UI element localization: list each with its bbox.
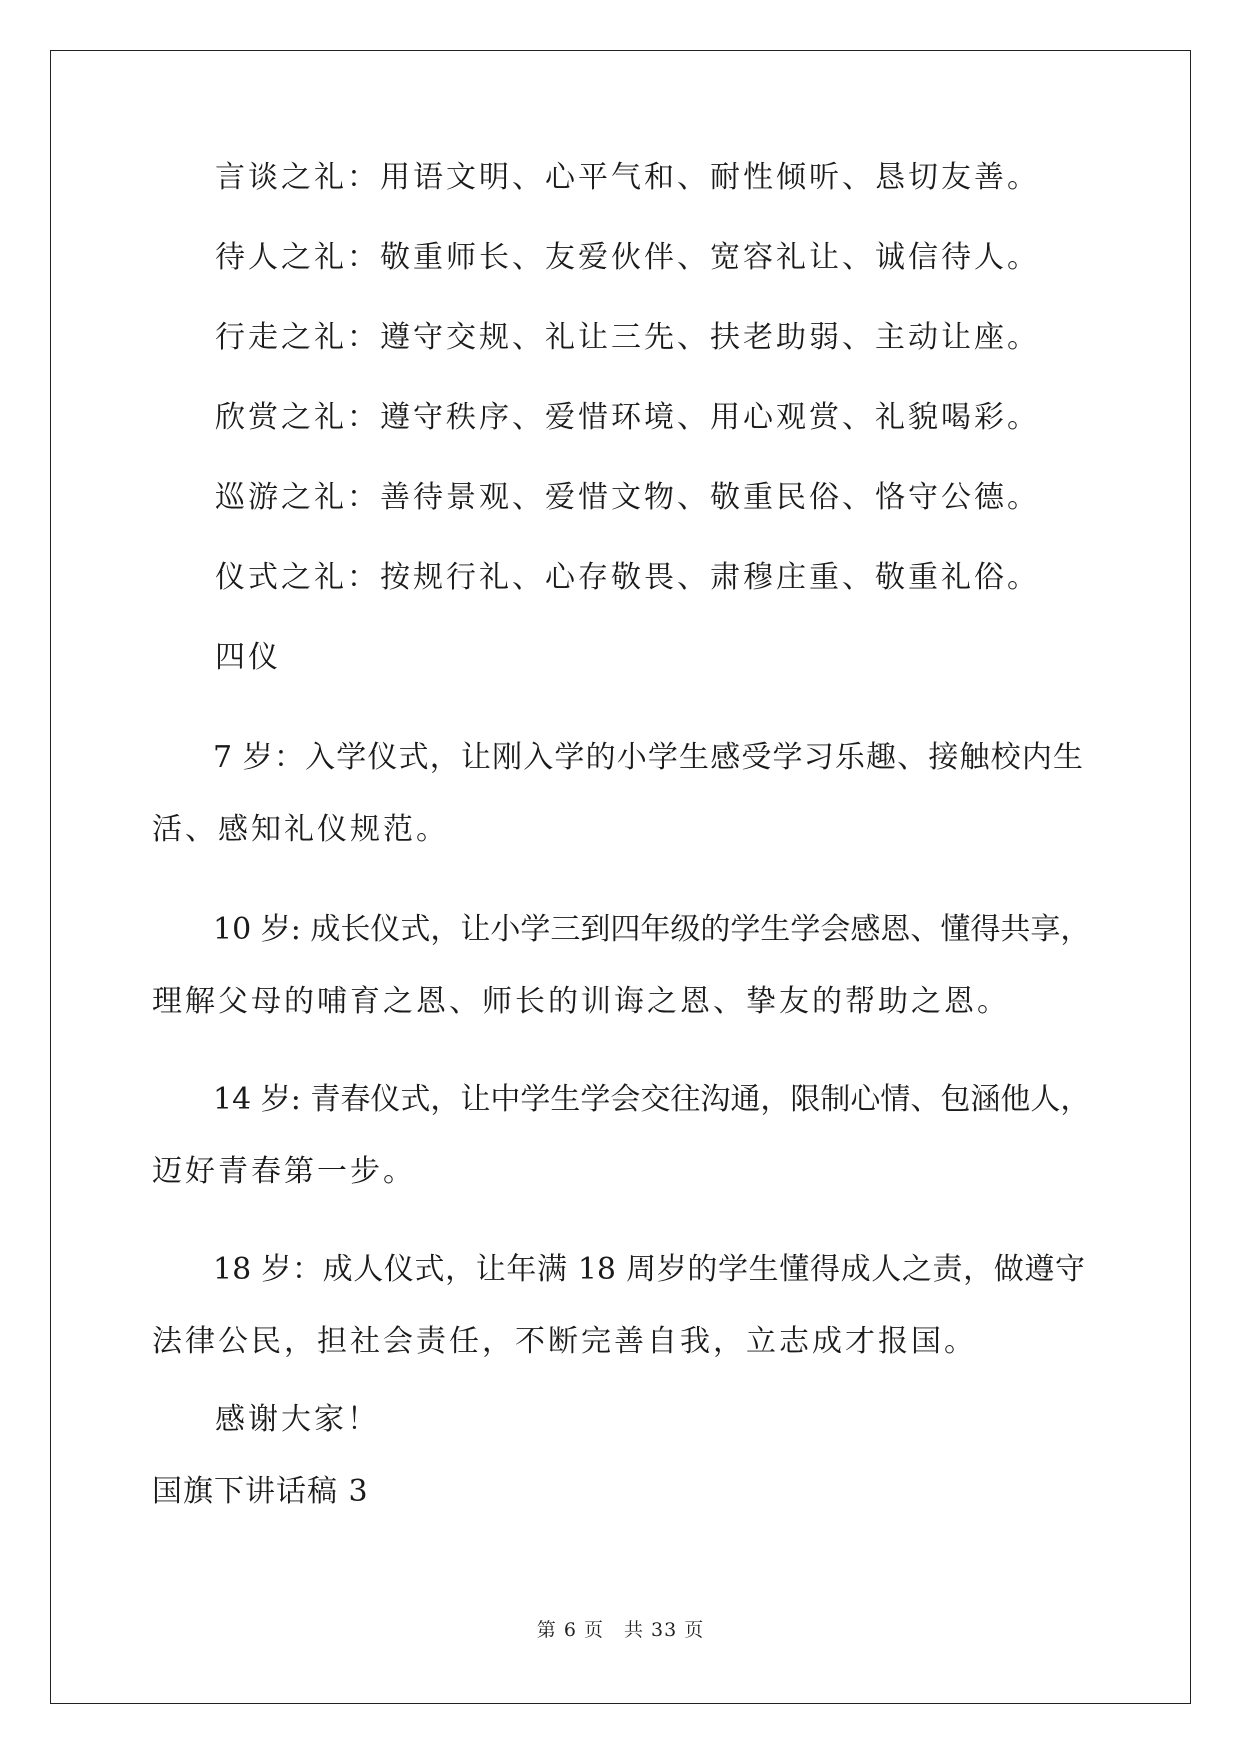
ceremony-age-7-line-1: 7 岁：入学仪式，让刚入学的小学生感受学习乐趣、接触校内生 — [213, 740, 1083, 775]
page-number: 第 6 页 共 33 页 — [536, 1619, 705, 1641]
ceremony-age-14-line-1: 14 岁: 青春仪式，让中学生学会交往沟通，限制心情、包涵他人， — [213, 1082, 1091, 1117]
ceremony-age-18-line-1: 18 岁：成人仪式，让年满 18 周岁的学生懂得成人之责，做遵守 — [213, 1252, 1085, 1287]
ceremony-age-18-line-2: 法律公民，担社会责任，不断完善自我，立志成才报国。 — [152, 1324, 977, 1359]
paragraph-touring-etiquette: 巡游之礼：善待景观、爱惜文物、敬重民俗、恪守公德。 — [215, 480, 1040, 515]
paragraph-walking-etiquette: 行走之礼：遵守交规、礼让三先、扶老助弱、主动让座。 — [215, 320, 1040, 355]
paragraph-treating-people-etiquette: 待人之礼：敬重师长、友爱伙伴、宽容礼让、诚信待人。 — [215, 240, 1040, 275]
next-speech-title: 国旗下讲话稿 3 — [152, 1474, 369, 1509]
ceremony-age-14-line-2: 迈好青春第一步。 — [152, 1154, 416, 1189]
page-border — [50, 50, 1191, 1704]
closing-thanks: 感谢大家！ — [215, 1402, 380, 1437]
section-label-four-ceremonies: 四仪 — [215, 640, 281, 675]
ceremony-age-10-line-2: 理解父母的哺育之恩、师长的训诲之恩、挚友的帮助之恩。 — [152, 984, 1010, 1019]
ceremony-age-10-line-1: 10 岁: 成长仪式，让小学三到四年级的学生学会感恩、懂得共享， — [213, 912, 1091, 947]
paragraph-appreciation-etiquette: 欣赏之礼：遵守秩序、爱惜环境、用心观赏、礼貌喝彩。 — [215, 400, 1040, 435]
ceremony-age-7-line-2: 活、感知礼仪规范。 — [152, 812, 449, 847]
paragraph-speech-etiquette: 言谈之礼：用语文明、心平气和、耐性倾听、恳切友善。 — [215, 160, 1040, 195]
paragraph-ceremony-etiquette: 仪式之礼：按规行礼、心存敬畏、肃穆庄重、敬重礼俗。 — [215, 560, 1040, 595]
